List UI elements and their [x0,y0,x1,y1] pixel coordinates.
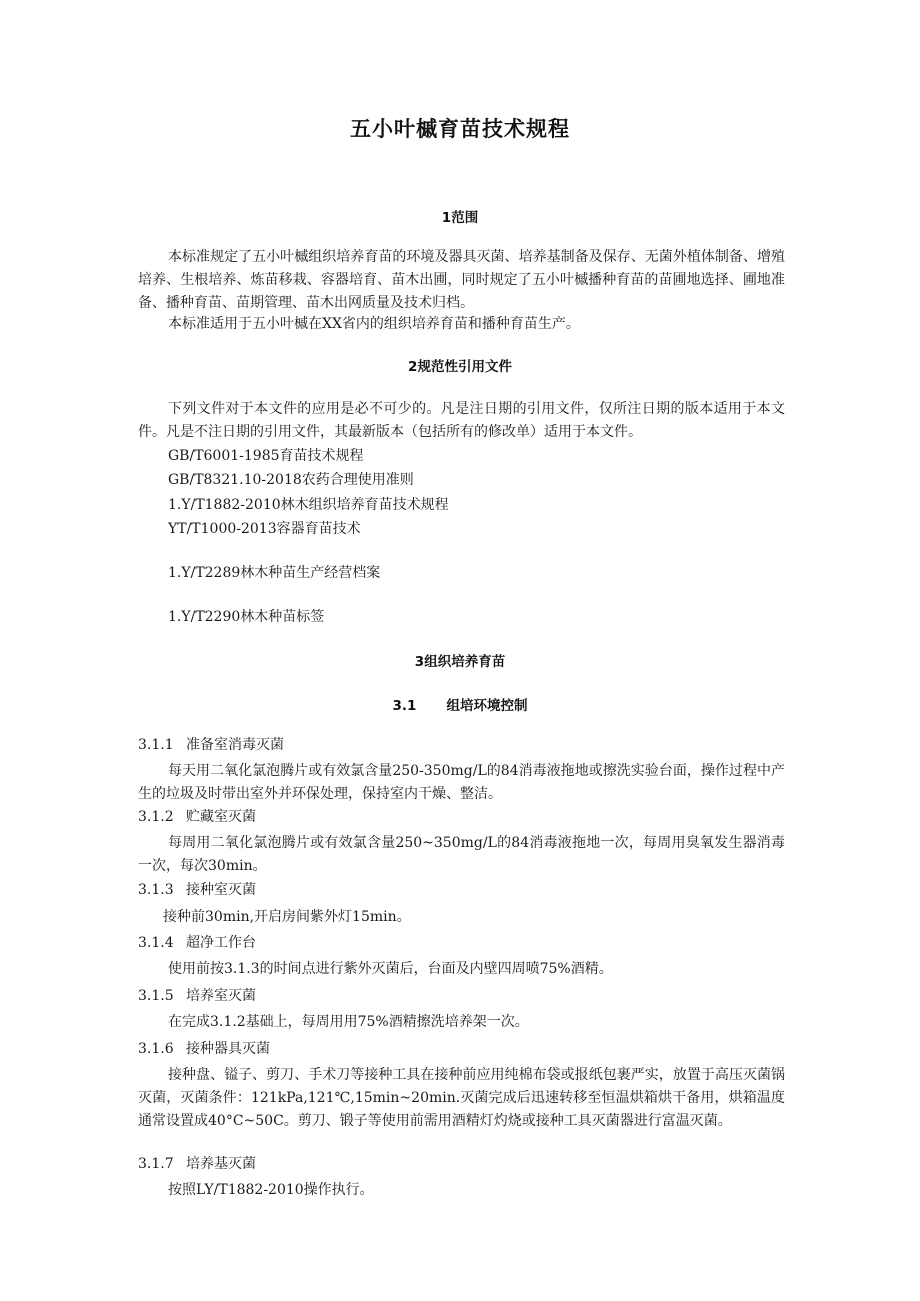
reference-item: GB/T8321.10-2018农药合理使用准则 [168,472,414,488]
subsection-title: 组培环境控制 [446,698,528,714]
clause-body: 使用前按3.1.3的时间点进行紫外灭菌后，台面及内壁四周喷75%酒精。 [168,961,613,977]
section-1-heading: 1范围 [441,210,479,226]
clause-number: 3.1.2 [138,809,174,825]
clause-title: 培养室灭菌 [186,988,256,1004]
clause-title: 贮藏室灭菌 [186,809,256,825]
clause-number: 3.1.4 [138,935,174,951]
clause-body: 按照LY/T1882-2010操作执行。 [168,1182,374,1198]
reference-item: GB/T6001-1985育苗技术规程 [168,448,364,464]
clause-heading [138,985,256,1005]
clause-heading [138,806,256,826]
clause-body: 在完成3.1.2基础上，每周用用75%酒精擦洗培养架一次。 [168,1014,529,1030]
clause-number: 3.1.3 [138,882,174,898]
clause-title: 超净工作台 [186,935,256,951]
section-2-heading: 2规范性引用文件 [408,359,512,375]
section-2-paragraph-1: 下列文件对于本文件的应用是必不可少的。凡是注日期的引用文件，仅所注日期的版本适用于本文件。凡是不注日期的引用文件，其最新版本（包括所有的修改单）适用于本文件。 [138,401,785,440]
document-title: 五小叶槭育苗技术规程 [350,117,570,141]
clause-body: 每天用二氧化氯泡腾片或有效氯含量250-350mg/L的84消毒液拖地或擦洗实验台面，操作过程中产生的垃圾及时带出室外并环保处理，保持室内干燥、整洁。 [138,763,785,802]
clause-title: 培养基灭菌 [186,1156,256,1172]
clause-body: 每周用二氧化氯泡腾片或有效氯含量250~350mg/L的84消毒液拖地一次，每周用臭氧发生器消毒一次，每次30min。 [138,835,785,874]
clause-body: 接种前30min,开启房间紫外灯15min。 [163,909,411,925]
reference-item: 1.Y/T2289林木种苗生产经营档案 [168,565,381,581]
clause-heading [138,932,256,952]
clause-title: 准备室消毒灭菌 [186,737,284,753]
reference-item: YT/T1000-2013容器育苗技术 [168,521,361,537]
subsection-3-1-heading [0,694,920,714]
clause-number: 3.1.7 [138,1156,174,1172]
section-3-heading: 3组织培养育苗 [414,654,506,670]
reference-item: 1.Y/T2290林木种苗标签 [168,609,325,625]
reference-item: 1.Y/T1882-2010林木组织培养育苗技术规程 [168,497,449,513]
clause-title: 接种室灭菌 [186,882,256,898]
subsection-number: 3.1 [392,698,417,714]
clause-heading [138,879,256,899]
clause-number: 3.1.6 [138,1041,174,1057]
clause-heading [138,734,284,754]
section-1-paragraph-2: 本标准适用于五小叶槭在XX省内的组织培养育苗和播种育苗生产。 [168,316,580,332]
clause-body: 接种盘、镒子、剪刀、手术刀等接种工具在接种前应用纯棉布袋或报纸包裹严实，放置于高压灭菌锅灭菌，灭菌条件：121kPa,121℃,15min~20min.灭菌完成后迅速转移至恒温烘箱烘干备用，烘箱温度通常设置成40°C~50C。剪刀、锻子等使用前需用酒精灯灼烧或接种工具灭菌器进行富温灭菌。 [138,1067,785,1129]
clause-heading [138,1038,270,1058]
section-1-paragraph-1: 本标准规定了五小叶槭组织培养育苗的环境及器具灭菌、培养基制备及保存、无菌外植体制备、增殖培养、生根培养、炼苗移栽、容器培育、苗木出圃，同时规定了五小叶槭播种育苗的苗圃地选择、圃地准备、播种育苗、苗期管理、苗木出网质量及技术归档。 [138,249,785,311]
clause-title: 接种器具灭菌 [186,1041,270,1057]
clause-number: 3.1.5 [138,988,174,1004]
clause-heading [138,1153,256,1173]
clause-number: 3.1.1 [138,737,174,753]
